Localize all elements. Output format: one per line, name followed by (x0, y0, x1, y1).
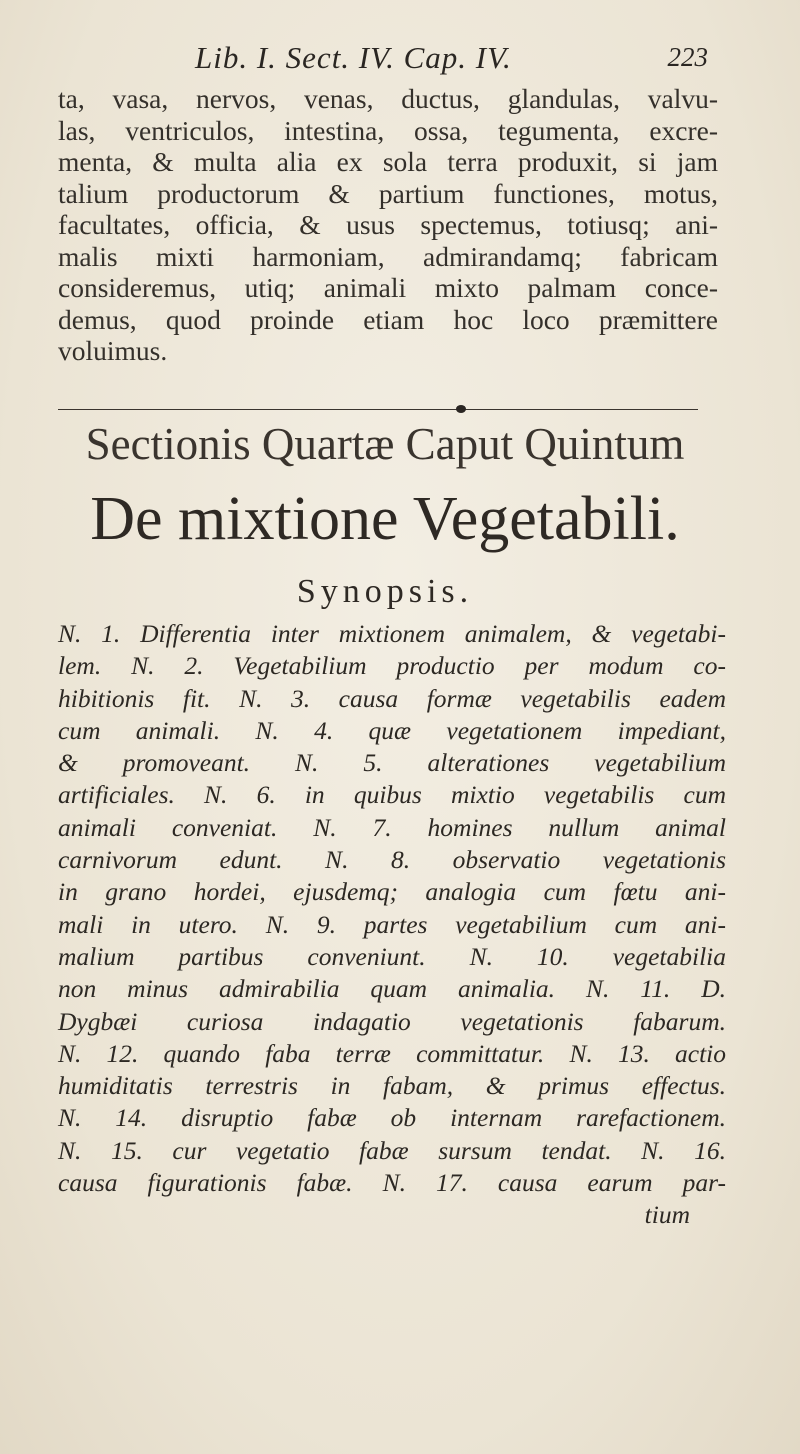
chapter-title: De mixtione Vegetabili. (90, 485, 680, 553)
synopsis-line: carnivorum edunt. N. 8. observatio vegetationis (58, 845, 726, 875)
body-line: ta, vasa, nervos, venas, ductus, glandulas, valvu- (58, 83, 718, 114)
body-line: menta, & multa alia ex sola terra produxit, si jam (58, 146, 718, 177)
body-line: malis mixti harmoniam, admirandamq; fabricam (58, 240, 718, 272)
synopsis-line: in grano hordei, ejusdemq; analogia cum fœtu ani- (58, 877, 726, 907)
section-title: Sectionis Quartæ Caput Quintum (85, 419, 685, 469)
body-line: demus, quod proinde etiam hoc loco præmittere (58, 303, 718, 335)
running-head (0, 40, 800, 80)
synopsis-line: animali conveniat. N. 7. homines nullum animal (58, 812, 726, 842)
body-paragraph (58, 83, 718, 367)
body-line: facultates, officia, & usus spectemus, totiusq; ani- (58, 209, 718, 240)
body-line: voluimus. (58, 335, 168, 366)
section-divider (58, 409, 698, 410)
synopsis-line: lem. N. 2. Vegetabilium productio per modum co- (58, 651, 726, 681)
body-line: talium productorum & partium functiones, motus, (58, 177, 718, 209)
synopsis-heading: Synopsis. (296, 573, 474, 610)
synopsis-line: N. 1. Differentia inter mixtionem animalem, & vegetabi- (58, 619, 726, 648)
synopsis-line: artificiales. N. 6. in quibus mixtio vegetabilis cum (58, 780, 726, 810)
synopsis-text (58, 618, 726, 1232)
page-number: 223 (667, 42, 708, 72)
synopsis-line: & promoveant. N. 5. alterationes vegetabilium (58, 748, 726, 778)
body-line: las, ventriculos, intestina, ossa, tegumenta, excre- (58, 114, 718, 146)
synopsis-line: hibitionis fit. N. 3. causa formæ vegetabilis eadem (58, 683, 726, 713)
synopsis-line: malium partibus conveniunt. N. 10. vegetabilia (58, 941, 726, 971)
synopsis-line: N. 14. disruptio fabæ ob internam rarefactionem. (58, 1103, 726, 1133)
catchword: tium (644, 1200, 690, 1230)
synopsis-line: N. 15. cur vegetatio fabæ sursum tendat. N. 16. (58, 1135, 726, 1165)
synopsis-line: N. 12. quando faba terræ committatur. N. 13. actio (58, 1038, 726, 1068)
synopsis-line: causa figurationis fabæ. N. 17. causa earum par- (58, 1168, 726, 1198)
synopsis-line: humiditatis terrestris in fabam, & primus effectus. (58, 1071, 726, 1101)
synopsis-line: non minus admirabilia quam animalia. N. 11. D. (58, 974, 726, 1004)
divider-ornament (456, 405, 466, 413)
synopsis-line: cum animali. N. 4. quæ vegetationem impediant, (58, 715, 726, 745)
synopsis-line: Dygbæi curiosa indagatio vegetationis fabarum. (58, 1006, 726, 1036)
running-head-title: Lib. I. Sect. IV. Cap. IV. (195, 40, 512, 75)
body-line: consideremus, utiq; animali mixto palmam conce- (58, 272, 718, 303)
synopsis-line: mali in utero. N. 9. partes vegetabilium cum ani- (58, 909, 726, 939)
